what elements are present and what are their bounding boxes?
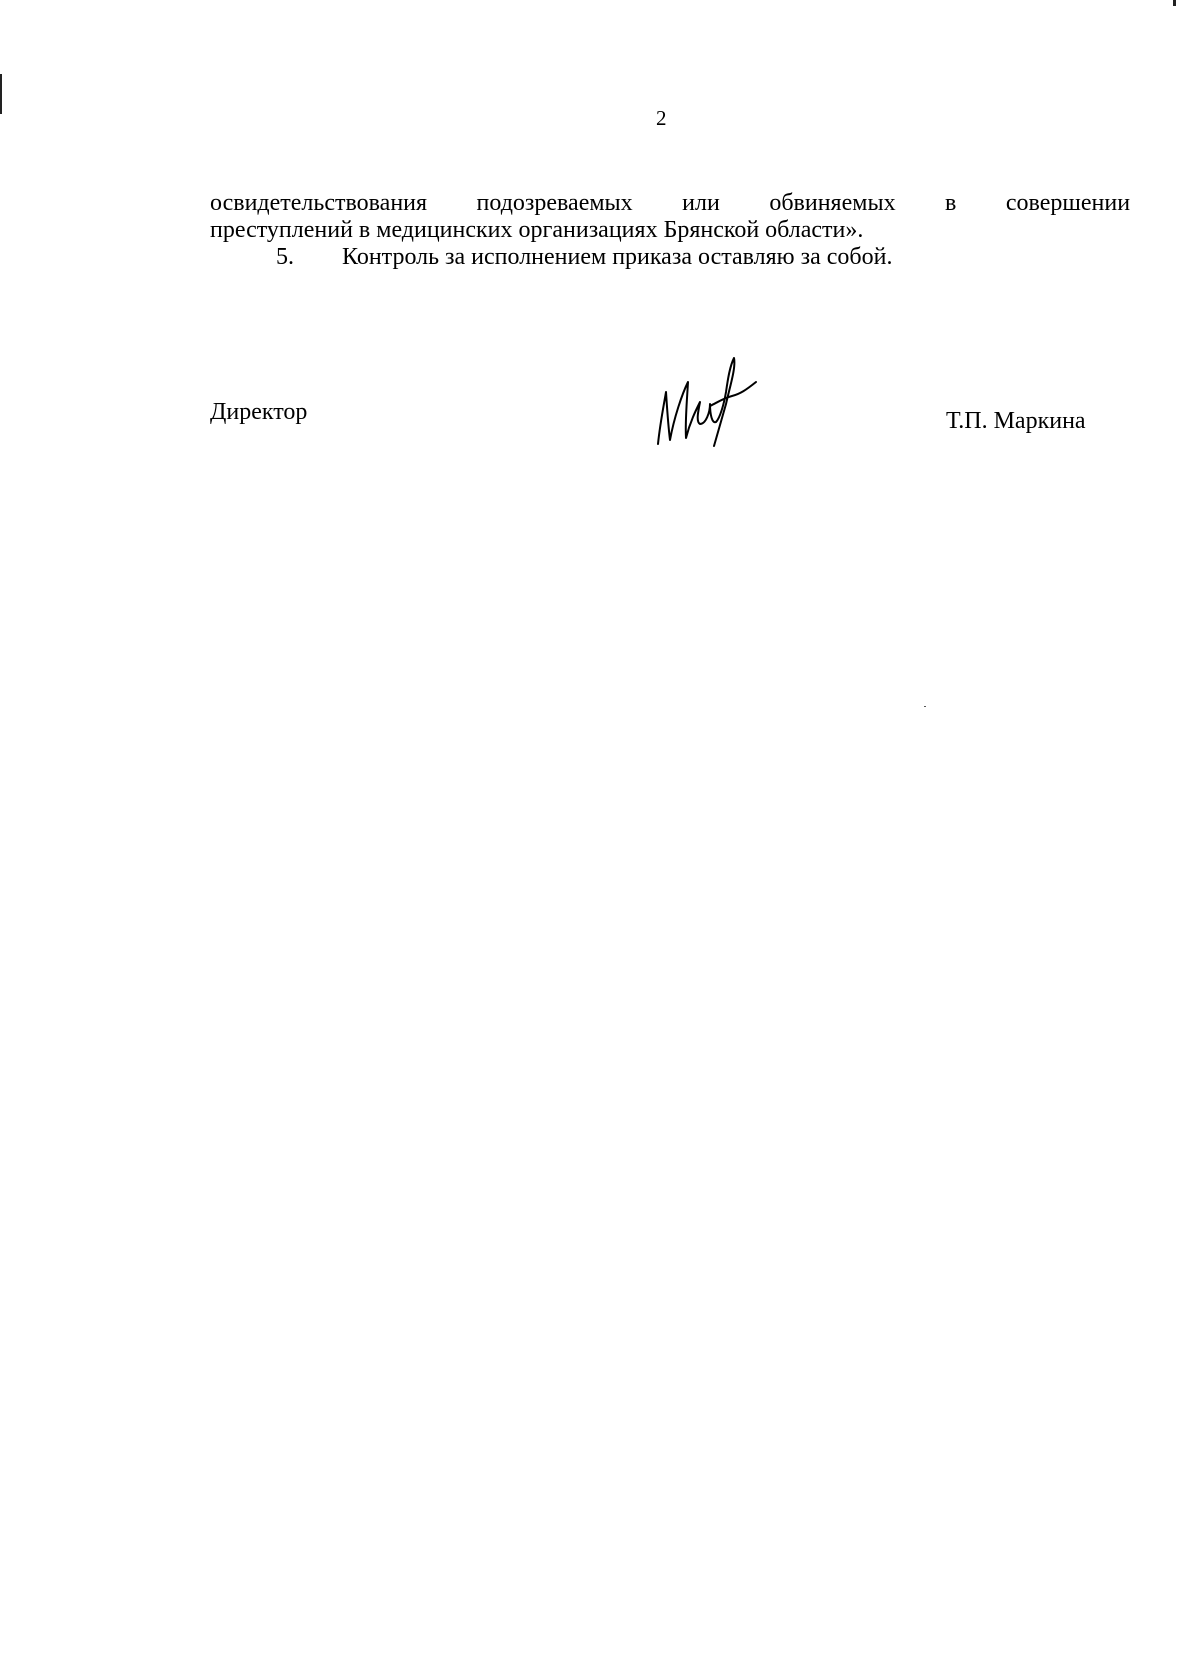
body-word: подозреваемых — [476, 190, 633, 216]
signature-block — [0, 0, 1200, 500]
list-item-number: 5. — [276, 244, 294, 270]
scan-speck — [924, 706, 926, 707]
signer-name: Т.П. Маркина — [946, 408, 1086, 434]
body-word: обвиняемых — [769, 190, 896, 216]
body-word: освидетельствования — [210, 190, 428, 216]
body-word: в — [945, 190, 957, 216]
body-line-2: преступлений в медицинских организациях Брянской области». — [210, 217, 864, 243]
body-word: или — [682, 190, 720, 216]
signer-role: Директор — [210, 399, 308, 425]
body-word: совершении — [1005, 190, 1131, 216]
list-item-text: Контроль за исполнением приказа оставляю за собой. — [342, 244, 893, 270]
signature-icon — [652, 352, 762, 448]
page-number: 2 — [656, 106, 667, 130]
